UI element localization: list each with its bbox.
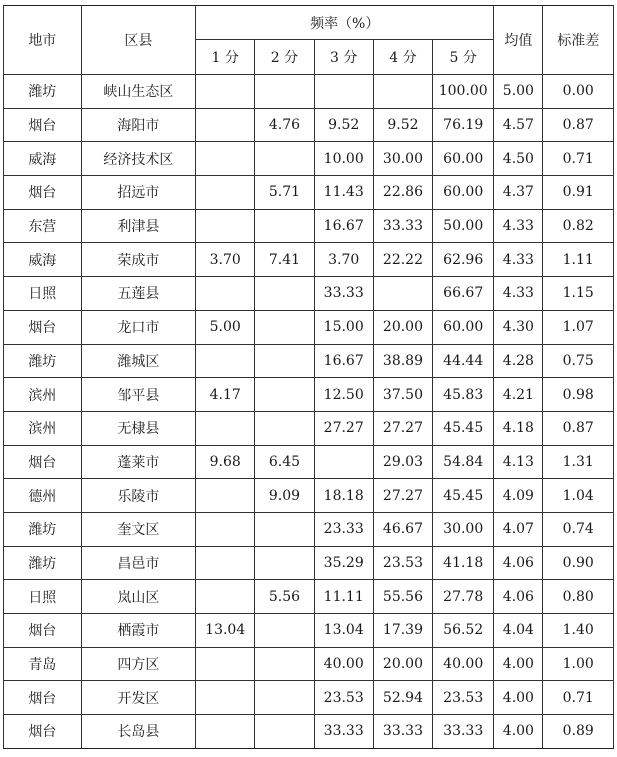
cell-sd: 0.87 <box>543 411 614 445</box>
table-row <box>4 310 614 344</box>
cell-freq-3: 11.43 <box>314 176 373 210</box>
cell-freq-5: 62.96 <box>433 243 494 277</box>
header-score-2: 2 分 <box>255 40 314 75</box>
table-row <box>4 209 614 243</box>
cell-county: 栖霞市 <box>81 614 195 648</box>
cell-freq-5: 45.45 <box>433 411 494 445</box>
cell-freq-5: 60.00 <box>433 310 494 344</box>
cell-city: 烟台 <box>4 445 82 479</box>
cell-freq-1: 3.70 <box>196 243 255 277</box>
table-row <box>4 344 614 378</box>
cell-county: 利津县 <box>81 209 195 243</box>
cell-mean: 4.00 <box>494 681 543 715</box>
cell-county: 蓬莱市 <box>81 445 195 479</box>
header-county: 区县 <box>81 6 195 75</box>
cell-freq-3: 23.33 <box>314 512 373 546</box>
cell-sd: 1.11 <box>543 243 614 277</box>
header-score-5: 5 分 <box>433 40 494 75</box>
cell-sd: 1.40 <box>543 614 614 648</box>
table-row <box>4 176 614 210</box>
table-row <box>4 614 614 648</box>
cell-freq-5: 100.00 <box>433 75 494 109</box>
table-row <box>4 546 614 580</box>
cell-sd: 1.07 <box>543 310 614 344</box>
cell-freq-3: 12.50 <box>314 378 373 412</box>
cell-mean: 4.06 <box>494 546 543 580</box>
cell-mean: 5.00 <box>494 75 543 109</box>
header-sd: 标准差 <box>543 6 614 75</box>
cell-sd: 1.00 <box>543 647 614 681</box>
cell-freq-2 <box>255 209 314 243</box>
cell-mean: 4.33 <box>494 243 543 277</box>
cell-freq-2 <box>255 546 314 580</box>
cell-city: 威海 <box>4 243 82 277</box>
cell-city: 滨州 <box>4 411 82 445</box>
table-row <box>4 681 614 715</box>
cell-freq-2 <box>255 411 314 445</box>
cell-freq-3: 33.33 <box>314 277 373 311</box>
cell-freq-4: 37.50 <box>373 378 432 412</box>
cell-freq-3: 9.52 <box>314 108 373 142</box>
cell-freq-1 <box>196 75 255 109</box>
cell-freq-4 <box>373 75 432 109</box>
cell-mean: 4.30 <box>494 310 543 344</box>
table-row <box>4 277 614 311</box>
cell-freq-4: 17.39 <box>373 614 432 648</box>
cell-freq-4: 30.00 <box>373 142 432 176</box>
cell-county: 四方区 <box>81 647 195 681</box>
table-row <box>4 142 614 176</box>
cell-freq-4: 33.33 <box>373 715 432 749</box>
cell-county: 荣成市 <box>81 243 195 277</box>
cell-city: 潍坊 <box>4 344 82 378</box>
cell-freq-3: 3.70 <box>314 243 373 277</box>
table-row <box>4 378 614 412</box>
cell-freq-5: 23.53 <box>433 681 494 715</box>
cell-freq-2 <box>255 277 314 311</box>
cell-sd: 0.71 <box>543 142 614 176</box>
header-score-1: 1 分 <box>196 40 255 75</box>
cell-city: 烟台 <box>4 614 82 648</box>
cell-freq-5: 40.00 <box>433 647 494 681</box>
cell-freq-1 <box>196 715 255 749</box>
cell-freq-5: 50.00 <box>433 209 494 243</box>
cell-freq-4: 52.94 <box>373 681 432 715</box>
cell-sd: 0.75 <box>543 344 614 378</box>
cell-freq-5: 30.00 <box>433 512 494 546</box>
cell-sd: 0.82 <box>543 209 614 243</box>
cell-mean: 4.07 <box>494 512 543 546</box>
cell-freq-1 <box>196 176 255 210</box>
cell-freq-2 <box>255 344 314 378</box>
cell-freq-1 <box>196 209 255 243</box>
table-body <box>4 75 614 749</box>
cell-freq-3: 33.33 <box>314 715 373 749</box>
cell-freq-1 <box>196 546 255 580</box>
cell-freq-1 <box>196 580 255 614</box>
cell-freq-5: 60.00 <box>433 142 494 176</box>
cell-city: 日照 <box>4 580 82 614</box>
cell-county: 峡山生态区 <box>81 75 195 109</box>
cell-freq-2 <box>255 310 314 344</box>
cell-freq-1: 9.68 <box>196 445 255 479</box>
header-score-4: 4 分 <box>373 40 432 75</box>
cell-county: 五莲县 <box>81 277 195 311</box>
header-mean: 均值 <box>494 6 543 75</box>
cell-sd: 1.15 <box>543 277 614 311</box>
cell-freq-3: 11.11 <box>314 580 373 614</box>
cell-sd: 0.87 <box>543 108 614 142</box>
cell-freq-4: 22.22 <box>373 243 432 277</box>
cell-freq-3: 15.00 <box>314 310 373 344</box>
cell-county: 经济技术区 <box>81 142 195 176</box>
cell-city: 烟台 <box>4 681 82 715</box>
cell-freq-2 <box>255 75 314 109</box>
cell-freq-4: 20.00 <box>373 647 432 681</box>
cell-freq-4: 55.56 <box>373 580 432 614</box>
table-row <box>4 580 614 614</box>
cell-city: 德州 <box>4 479 82 513</box>
cell-county: 昌邑市 <box>81 546 195 580</box>
cell-freq-1 <box>196 681 255 715</box>
cell-mean: 4.57 <box>494 108 543 142</box>
header-frequency: 频率（%） <box>196 6 494 40</box>
cell-mean: 4.33 <box>494 277 543 311</box>
cell-mean: 4.00 <box>494 715 543 749</box>
table-row <box>4 647 614 681</box>
cell-city: 潍坊 <box>4 75 82 109</box>
cell-sd: 1.31 <box>543 445 614 479</box>
cell-freq-3: 27.27 <box>314 411 373 445</box>
table-row <box>4 411 614 445</box>
cell-freq-3: 35.29 <box>314 546 373 580</box>
cell-city: 烟台 <box>4 108 82 142</box>
cell-freq-3: 13.04 <box>314 614 373 648</box>
cell-freq-4: 27.27 <box>373 479 432 513</box>
cell-city: 烟台 <box>4 715 82 749</box>
cell-mean: 4.33 <box>494 209 543 243</box>
cell-freq-5: 76.19 <box>433 108 494 142</box>
cell-freq-1 <box>196 108 255 142</box>
cell-mean: 4.28 <box>494 344 543 378</box>
cell-sd: 1.04 <box>543 479 614 513</box>
cell-county: 海阳市 <box>81 108 195 142</box>
cell-freq-3 <box>314 75 373 109</box>
cell-freq-2 <box>255 378 314 412</box>
cell-mean: 4.09 <box>494 479 543 513</box>
cell-county: 乐陵市 <box>81 479 195 513</box>
cell-city: 潍坊 <box>4 512 82 546</box>
cell-freq-5: 54.84 <box>433 445 494 479</box>
cell-freq-3 <box>314 445 373 479</box>
cell-county: 开发区 <box>81 681 195 715</box>
cell-city: 烟台 <box>4 310 82 344</box>
cell-city: 日照 <box>4 277 82 311</box>
cell-freq-4: 9.52 <box>373 108 432 142</box>
cell-mean: 4.37 <box>494 176 543 210</box>
cell-freq-2: 5.71 <box>255 176 314 210</box>
cell-county: 龙口市 <box>81 310 195 344</box>
table-row <box>4 479 614 513</box>
table-row <box>4 108 614 142</box>
cell-sd: 0.00 <box>543 75 614 109</box>
cell-county: 邹平县 <box>81 378 195 412</box>
cell-city: 威海 <box>4 142 82 176</box>
cell-freq-3: 16.67 <box>314 344 373 378</box>
cell-mean: 4.04 <box>494 614 543 648</box>
cell-city: 滨州 <box>4 378 82 412</box>
cell-freq-1: 4.17 <box>196 378 255 412</box>
cell-mean: 4.50 <box>494 142 543 176</box>
header-city: 地市 <box>4 6 82 75</box>
cell-freq-1: 5.00 <box>196 310 255 344</box>
cell-freq-5: 44.44 <box>433 344 494 378</box>
cell-freq-4: 22.86 <box>373 176 432 210</box>
cell-county: 潍城区 <box>81 344 195 378</box>
cell-city: 烟台 <box>4 176 82 210</box>
cell-freq-3: 18.18 <box>314 479 373 513</box>
cell-freq-5: 45.83 <box>433 378 494 412</box>
cell-freq-4: 38.89 <box>373 344 432 378</box>
table-row <box>4 445 614 479</box>
cell-freq-3: 16.67 <box>314 209 373 243</box>
cell-mean: 4.21 <box>494 378 543 412</box>
cell-freq-2 <box>255 614 314 648</box>
cell-sd: 0.91 <box>543 176 614 210</box>
cell-freq-2 <box>255 715 314 749</box>
cell-freq-2 <box>255 681 314 715</box>
cell-freq-2: 5.56 <box>255 580 314 614</box>
cell-freq-1 <box>196 479 255 513</box>
cell-freq-2: 6.45 <box>255 445 314 479</box>
cell-freq-4 <box>373 277 432 311</box>
cell-freq-3: 23.53 <box>314 681 373 715</box>
cell-sd: 0.98 <box>543 378 614 412</box>
cell-freq-1 <box>196 647 255 681</box>
cell-freq-4: 33.33 <box>373 209 432 243</box>
table-row <box>4 243 614 277</box>
cell-freq-2: 7.41 <box>255 243 314 277</box>
cell-mean: 4.00 <box>494 647 543 681</box>
cell-freq-1 <box>196 142 255 176</box>
cell-sd: 0.89 <box>543 715 614 749</box>
cell-county: 奎文区 <box>81 512 195 546</box>
header-score-3: 3 分 <box>314 40 373 75</box>
cell-county: 无棣县 <box>81 411 195 445</box>
cell-city: 青岛 <box>4 647 82 681</box>
cell-county: 岚山区 <box>81 580 195 614</box>
cell-sd: 0.71 <box>543 681 614 715</box>
cell-city: 东营 <box>4 209 82 243</box>
cell-sd: 0.90 <box>543 546 614 580</box>
cell-freq-5: 33.33 <box>433 715 494 749</box>
cell-freq-1 <box>196 344 255 378</box>
cell-county: 招远市 <box>81 176 195 210</box>
table-header <box>4 6 614 75</box>
cell-freq-1 <box>196 277 255 311</box>
cell-freq-4: 46.67 <box>373 512 432 546</box>
table-row <box>4 512 614 546</box>
cell-freq-2 <box>255 512 314 546</box>
cell-freq-3: 40.00 <box>314 647 373 681</box>
cell-freq-5: 66.67 <box>433 277 494 311</box>
cell-freq-4: 27.27 <box>373 411 432 445</box>
cell-freq-5: 56.52 <box>433 614 494 648</box>
cell-freq-2 <box>255 142 314 176</box>
cell-mean: 4.06 <box>494 580 543 614</box>
cell-freq-2: 9.09 <box>255 479 314 513</box>
cell-freq-4: 29.03 <box>373 445 432 479</box>
cell-city: 潍坊 <box>4 546 82 580</box>
cell-freq-3: 10.00 <box>314 142 373 176</box>
cell-freq-4: 23.53 <box>373 546 432 580</box>
cell-mean: 4.18 <box>494 411 543 445</box>
cell-freq-5: 60.00 <box>433 176 494 210</box>
cell-county: 长岛县 <box>81 715 195 749</box>
frequency-table <box>3 5 614 749</box>
cell-freq-5: 45.45 <box>433 479 494 513</box>
cell-freq-2: 4.76 <box>255 108 314 142</box>
table-row <box>4 715 614 749</box>
cell-freq-1 <box>196 411 255 445</box>
cell-sd: 0.80 <box>543 580 614 614</box>
cell-freq-4: 20.00 <box>373 310 432 344</box>
cell-freq-1 <box>196 512 255 546</box>
cell-sd: 0.74 <box>543 512 614 546</box>
cell-freq-1: 13.04 <box>196 614 255 648</box>
cell-freq-5: 27.78 <box>433 580 494 614</box>
table-row <box>4 75 614 109</box>
cell-freq-2 <box>255 647 314 681</box>
cell-freq-5: 41.18 <box>433 546 494 580</box>
cell-mean: 4.13 <box>494 445 543 479</box>
